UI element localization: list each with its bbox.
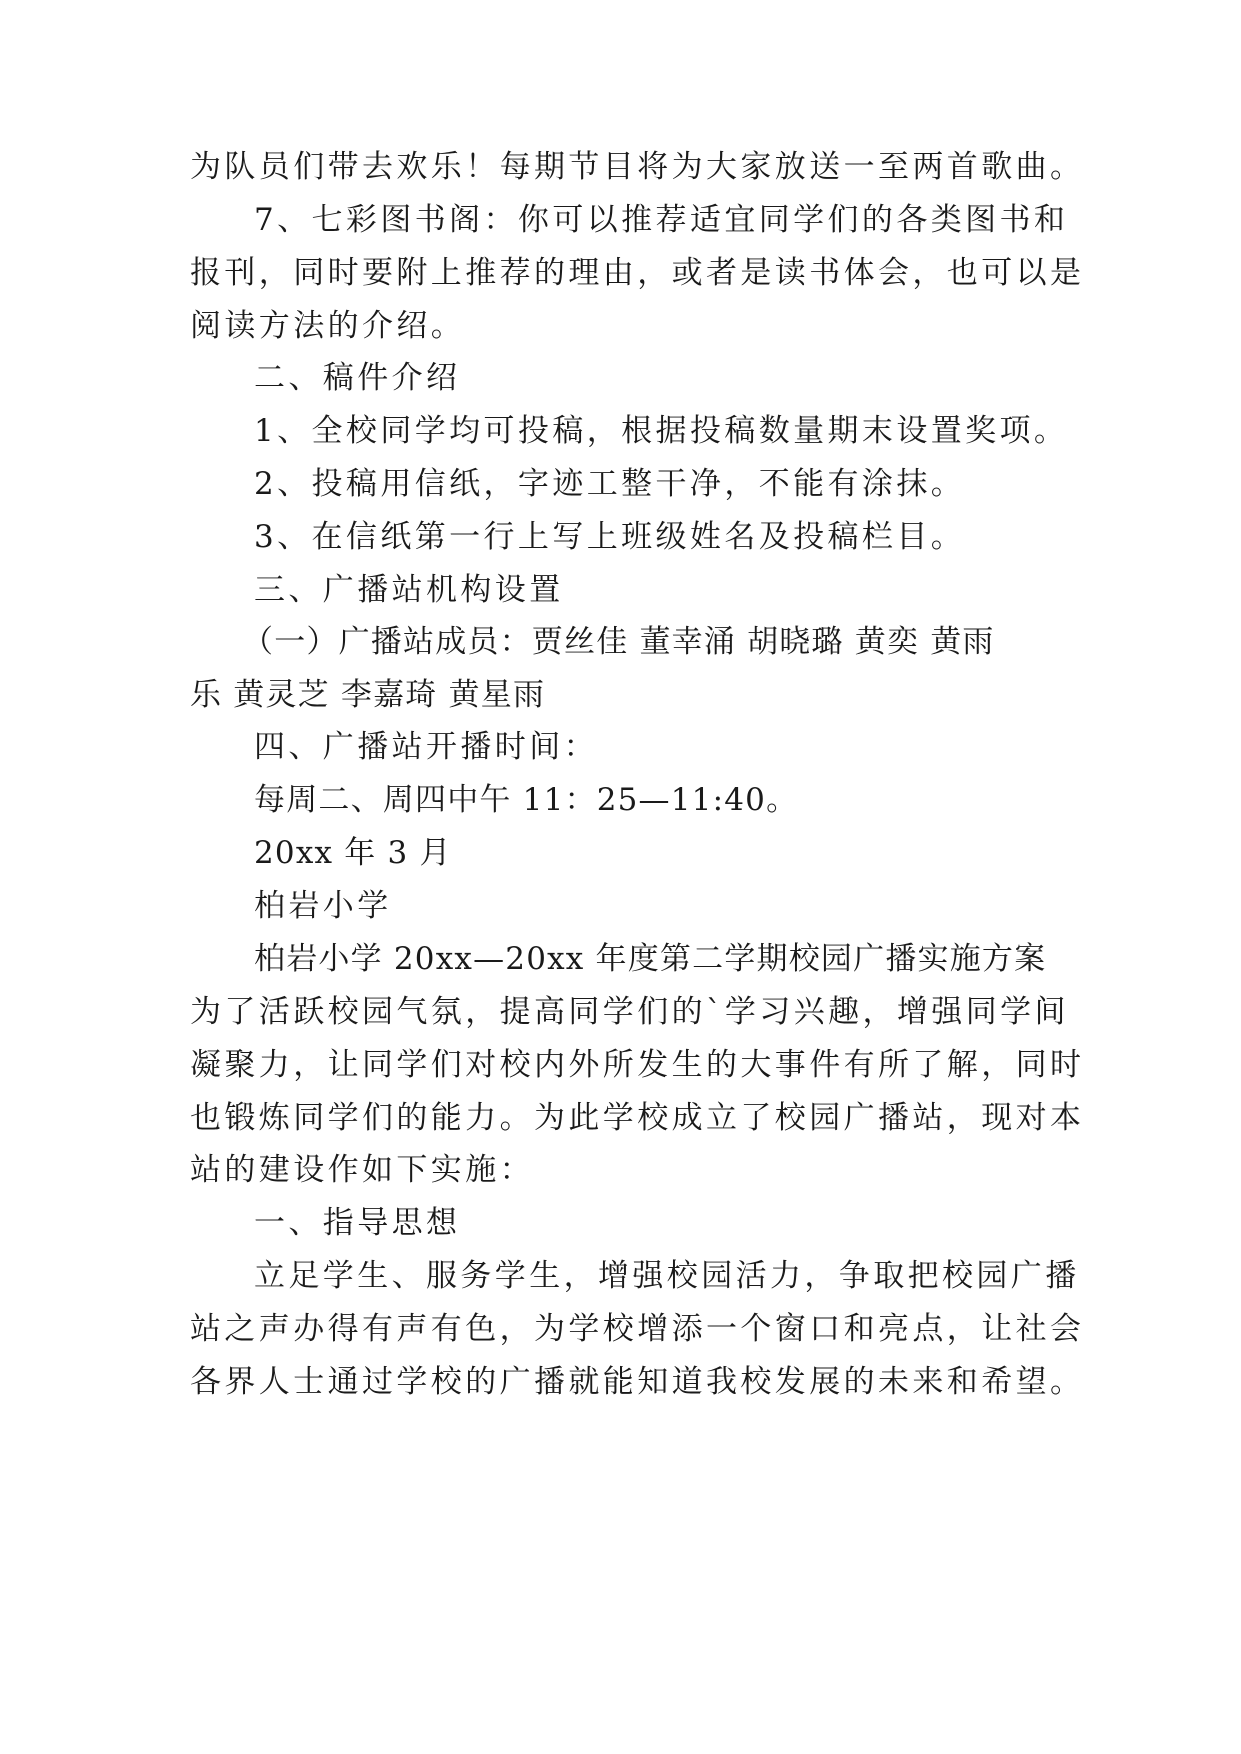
section-heading: 一、指导思想	[254, 1205, 461, 1241]
paragraph-line: 1、全校同学均可投稿，根据投稿数量期末设置奖项。	[254, 413, 1069, 449]
paragraph-line: 2、投稿用信纸，字迹工整干净，不能有涂抹。	[254, 466, 966, 502]
date-line: 20xx 年 3 月	[254, 835, 452, 871]
paragraph-line: 7、七彩图书阁：你可以推荐适宜同学们的各类图书和	[254, 202, 1069, 238]
paragraph-line: 为队员们带去欢乐！每期节目将为大家放送一至两首歌曲。	[190, 149, 1085, 185]
paragraph-line: 站之声办得有声有色，为学校增添一个窗口和亮点，让社会	[190, 1311, 1085, 1347]
paragraph-line: 也锻炼同学们的能力。为此学校成立了校园广播站，现对本	[190, 1100, 1085, 1136]
section-heading: 二、稿件介绍	[254, 360, 461, 396]
paragraph-line: 站的建设作如下实施：	[190, 1152, 534, 1188]
section-heading: 四、广播站开播时间：	[254, 729, 598, 765]
paragraph-line: 报刊，同时要附上推荐的理由，或者是读书体会，也可以是	[190, 255, 1085, 291]
paragraph-line: 阅读方法的介绍。	[190, 308, 466, 344]
section-heading: 三、广播站机构设置	[254, 572, 564, 608]
paragraph-line: 3、在信纸第一行上写上班级姓名及投稿栏目。	[254, 519, 966, 555]
paragraph-line: 每周二、周四中午 11：25—11:40。	[254, 782, 799, 818]
paragraph-line: 立足学生、服务学生，增强校园活力，争取把校园广播	[254, 1258, 1080, 1294]
paragraph-line: 凝聚力，让同学们对校内外所发生的大事件有所了解，同时	[190, 1047, 1085, 1083]
signature-line: 柏岩小学	[254, 888, 392, 924]
paragraph-line: 各界人士通过学校的广播就能知道我校发展的未来和希望。	[190, 1364, 1085, 1400]
document-title: 柏岩小学 20xx—20xx 年度第二学期校园广播实施方案	[254, 941, 1047, 977]
paragraph-line: （一）广播站成员：贾丝佳 董幸涌 胡晓璐 黄奕 黄雨	[242, 624, 995, 660]
paragraph-line: 为了活跃校园气氛，提高同学们的`学习兴趣，增强同学间	[190, 994, 1069, 1030]
paragraph-line: 乐 黄灵芝 李嘉琦 黄星雨	[190, 677, 546, 713]
